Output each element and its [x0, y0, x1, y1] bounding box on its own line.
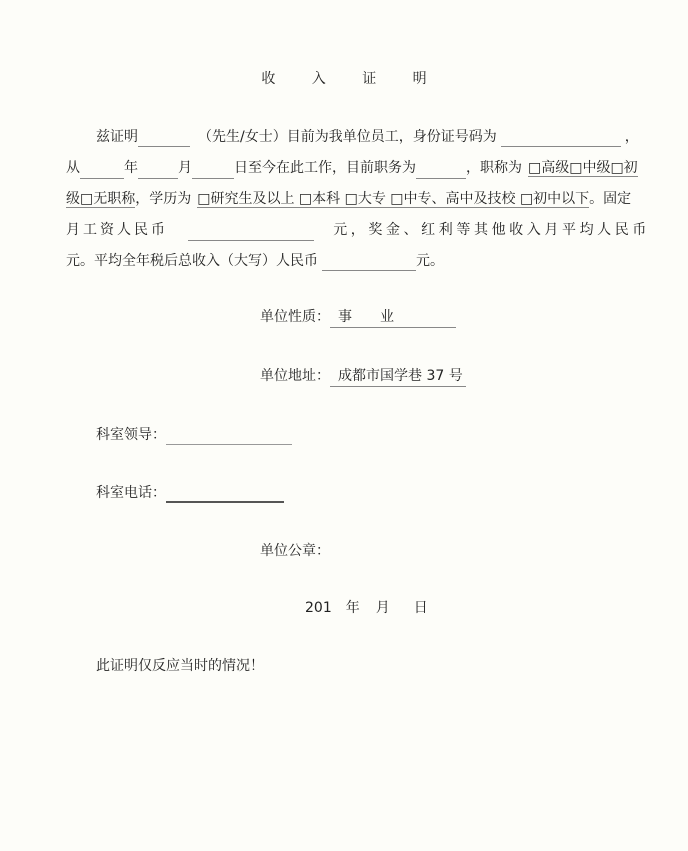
- body-line-2: [66, 158, 650, 179]
- start-month-blank: [138, 162, 178, 179]
- text-annual-income: 元。平均全年税后总收入（大写）人民币: [66, 253, 318, 269]
- unit-address-row: [260, 366, 466, 387]
- text-monthly-salary: 月工资人民币: [66, 222, 168, 238]
- body-line-1: [96, 127, 650, 147]
- unit-seal-label: 单位公章：: [260, 543, 330, 559]
- start-day-blank: [192, 162, 234, 179]
- text-bonus: 元，奖金、红利等其他收入月平均人民币: [333, 222, 650, 238]
- text-fixed: 。固定: [589, 191, 632, 207]
- unit-address-label: 单位地址：: [260, 368, 330, 384]
- text-year: 年: [124, 160, 138, 176]
- id-number-blank: [501, 130, 621, 147]
- unit-address-value: 成都市国学巷 37 号: [330, 366, 466, 387]
- text-education: ，学历为: [135, 191, 192, 207]
- dept-leader-label: 科室领导：: [96, 427, 166, 443]
- salary-blank: [188, 224, 314, 241]
- dept-leader-blank: [166, 428, 292, 445]
- title-options: □高级□中级□初: [528, 160, 638, 176]
- dept-leader-row: [96, 425, 292, 445]
- body-line-5: [66, 251, 650, 271]
- dept-phone-row: [96, 483, 284, 503]
- unit-seal-row: [260, 541, 330, 561]
- text-month: 月: [178, 160, 192, 176]
- name-blank: [138, 130, 190, 147]
- document-title: 收 入 证 明: [261, 71, 443, 87]
- date-year-value: 201: [305, 600, 332, 616]
- text-work-since: 日至今在此工作，目前职务为: [234, 160, 416, 176]
- body-line-3: [66, 189, 650, 209]
- text-employee: （先生/女士）目前为我单位员工，身份证号码为: [198, 129, 497, 145]
- unit-nature-label: 单位性质：: [260, 309, 330, 325]
- position-blank: [416, 162, 466, 179]
- dept-phone-blank: [166, 485, 284, 503]
- text-from: 从: [66, 160, 80, 176]
- unit-nature-row: [260, 307, 456, 328]
- unit-nature-value: 事 业: [330, 307, 456, 328]
- date-month-label: 月: [375, 600, 390, 616]
- text-title: ，职称为: [466, 160, 522, 176]
- disclaimer-note: 此证明仅反应当时的情况！: [96, 658, 264, 674]
- date-year-label: 年: [345, 600, 360, 616]
- text-certify: 兹证明: [96, 129, 138, 145]
- text-yuan: 元。: [416, 253, 444, 269]
- body-line-4: [66, 220, 650, 241]
- education-options: □研究生及以上 □本科 □大专 □中专、高中及技校 □初中以下: [197, 191, 590, 207]
- annual-income-blank: [322, 254, 416, 271]
- date-day-label: 日: [413, 600, 428, 616]
- date-row: [305, 598, 428, 618]
- text-comma: ，: [624, 129, 639, 145]
- start-year-blank: [80, 162, 124, 179]
- dept-phone-label: 科室电话：: [96, 485, 166, 501]
- title-options-cont: 级□无职称: [66, 191, 136, 207]
